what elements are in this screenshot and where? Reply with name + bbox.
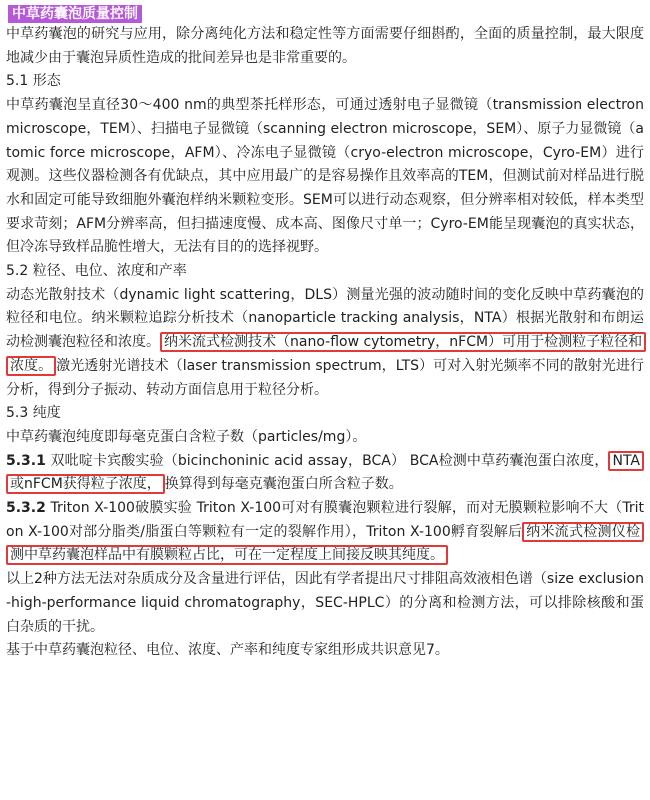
- triton-text: Triton X-100破膜实验 Triton X-100可对有膜囊泡颗粒进行裂解，而对无膜颗粒影响不大（Triton X-100对部分脂类/脂蛋白等颗粒有一定的裂解作用），Triton X-100孵育裂解后: [6, 500, 644, 540]
- section-title: 中草药囊泡质量控制: [8, 5, 142, 23]
- bca-text: 双吡啶卡宾酸实验（bicinchoninic acid assay，BCA） BCA检测中草药囊泡蛋白浓度，: [45, 452, 609, 469]
- sec-hplc-paragraph: 以上2种方法无法对杂质成分及含量进行评估，因此有学者提出尺寸排阻高效液相色谱（size exclusion-high-performance liquid chromatography，SEC-HPLC）的分离和检测方法，可以排除核酸和蛋白杂质的干扰。: [6, 571, 644, 635]
- membrane-particle-highlight-box: 纳米流式检测仪检测中草药囊泡样品中有膜颗粒占比，可在一定程度上间接反映其纯度。: [6, 522, 644, 566]
- heading-5-3: 5.3 纯度: [6, 405, 61, 422]
- triton-paragraph: [6, 497, 644, 568]
- subsection-number-5-3-1: 5.3.1: [6, 452, 46, 469]
- heading-5-1: 5.1 形态: [6, 73, 61, 90]
- bca-tail-text: 换算得到每毫克囊泡蛋白所含粒子数。: [164, 476, 403, 493]
- lts-text: 激光透射光谱技术（laser transmission spectrum，LTS）可对入射光频率不同的散射光进行分析，得到分子振动、转动方面信息用于粒径分析。: [6, 357, 644, 398]
- size-potential-paragraph: [6, 284, 644, 403]
- dls-nta-text: 动态光散射技术（dynamic light scattering，DLS）测量光强的波动随时间的变化反映中草药囊泡的粒径和电位。纳米颗粒追踪分析技术（nanoparticle tracking analysis，NTA）根据光散射和布朗运动检测囊泡粒径和浓度。: [6, 286, 644, 351]
- morphology-paragraph: 中草药囊泡呈直径30～400 nm的典型茶托样形态，可通过透射电子显微镜（transmission electron microscope，TEM）、扫描电子显微镜（scanning electron microscope，SEM）、原子力显微镜（atomic force microscope，AFM）、冷冻电子显微镜（cryo-electron microscope，Cyro-EM）进行观测。这些仪器检测各有优缺点，其中应用最广的是容易操作且效率高的TEM，但测试前对样品进行脱水和固定可能导致细胞外囊泡样纳米颗粒变形。SEM可以进行动态观察，但分辨率相对较低，样本类型要求苛刻；AFM分辨率高，但扫描速度慢、成本高、图像尺寸单一；Cyro-EM能呈现囊泡的真实状态，但冷冻导致样品脆性增大，无法有目的的选择视野。: [6, 97, 644, 256]
- nta-nfcm-highlight-box: NTA或nFCM获得粒子浓度，: [6, 451, 644, 495]
- heading-5-2: 5.2 粒径、电位、浓度和产率: [6, 263, 187, 280]
- intro-paragraph: 中草药囊泡的研究与应用，除分离纯化方法和稳定性等方面需要仔细斟酌，全面的质量控制，最大限度地减少由于囊泡异质性造成的批间差异也是非常重要的。: [6, 26, 644, 66]
- purity-definition: 中草药囊泡纯度即每毫克蛋白含粒子数（particles/mg）。: [6, 428, 367, 445]
- bca-paragraph: [6, 450, 644, 497]
- nfcm-highlight-box: 纳米流式检测技术（nano-flow cytometry，nFCM）可用于检测粒子粒径和浓度。: [6, 332, 646, 376]
- subsection-number-5-3-2: 5.3.2: [6, 500, 46, 517]
- consensus-paragraph: 基于中草药囊泡粒径、电位、浓度、产率和纯度专家组形成共识意见7。: [6, 642, 449, 659]
